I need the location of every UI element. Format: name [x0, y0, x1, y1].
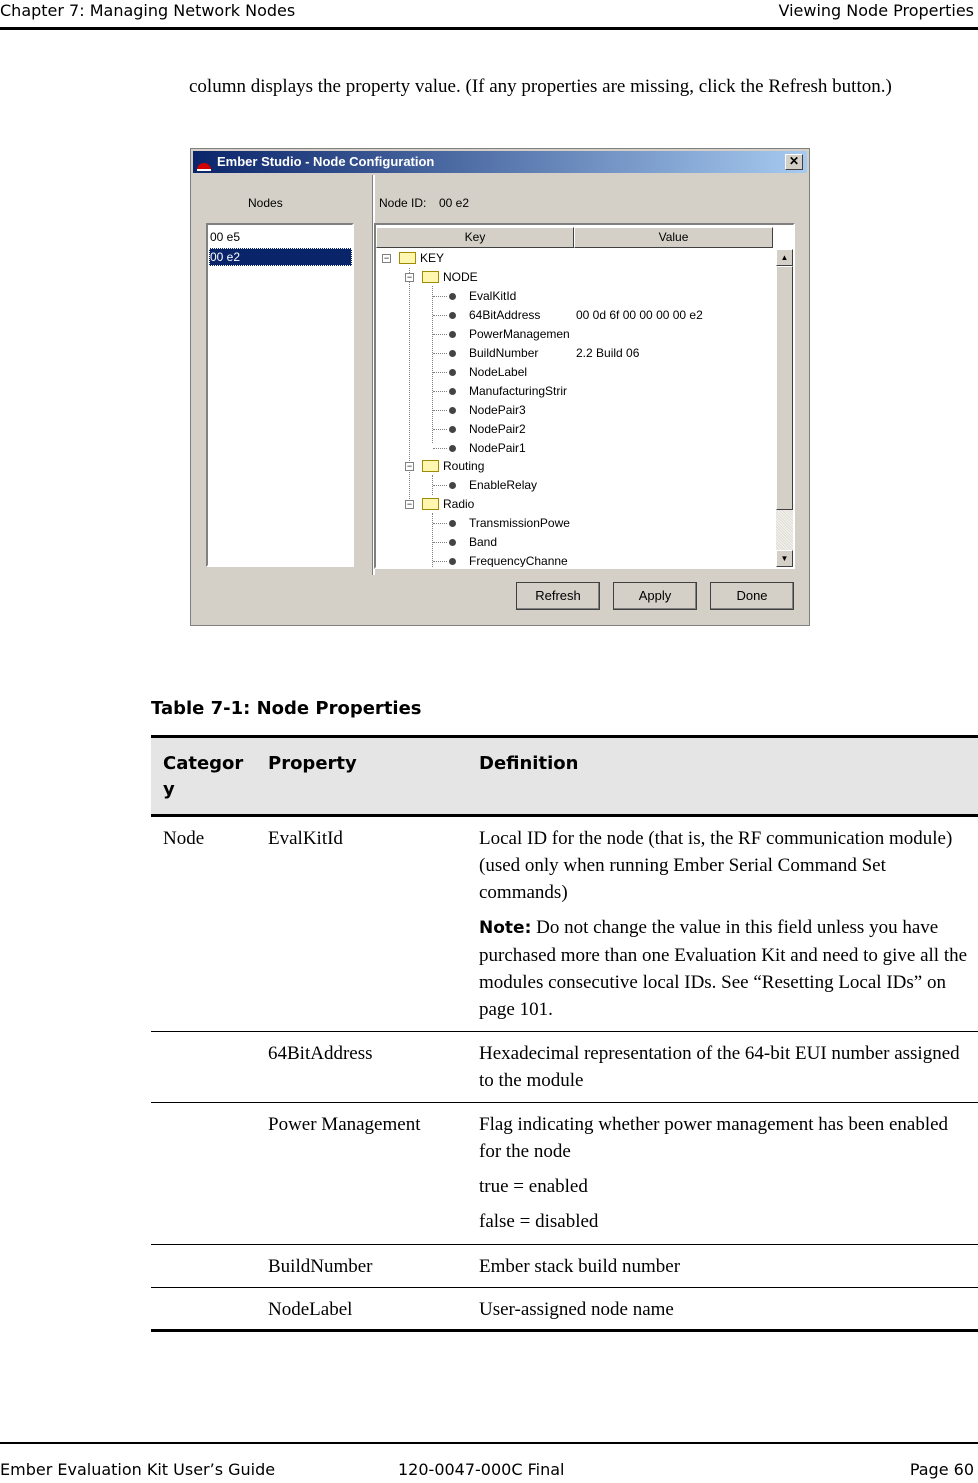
done-button[interactable]: Done	[710, 582, 794, 610]
tree-key: NodePair3	[469, 403, 526, 417]
tree-label: Routing	[443, 459, 485, 473]
tree-leaf[interactable]	[376, 439, 776, 458]
dialog-titlebar[interactable]	[193, 151, 807, 173]
cell-definition	[479, 825, 969, 1031]
note-paragraph	[479, 914, 969, 1023]
cell-definition: User-assigned node name	[479, 1299, 674, 1320]
tree-leaf[interactable]	[376, 325, 776, 344]
folder-icon	[399, 252, 416, 264]
definition-text: Local ID for the node (that is, the RF communication module) (used only when running Ember Serial Command Set commands)	[479, 828, 953, 903]
tree-label: KEY	[420, 251, 445, 265]
ember-app-icon	[196, 155, 212, 171]
definition-text: false = disabled	[479, 1211, 599, 1232]
tree-label: NODE	[443, 270, 478, 284]
column-header-value[interactable]: Value	[574, 227, 773, 248]
arrow-up-icon: ▲	[780, 253, 789, 262]
cell-definition: Hexadecimal representation of the 64-bit EUI number assigned to the module	[479, 1043, 960, 1091]
definition-text: true = enabled	[479, 1176, 588, 1197]
node-id-value: 00 e2	[439, 196, 470, 210]
node-id-label: Node ID:	[379, 196, 427, 210]
dialog-title: Ember Studio - Node Configuration	[217, 154, 435, 169]
close-icon: ✕	[788, 154, 800, 168]
collapse-icon[interactable]: −	[406, 461, 413, 471]
cell-definition: Ember stack build number	[479, 1256, 681, 1277]
header-text: Categor	[163, 753, 244, 774]
tree-key: Band	[469, 535, 498, 549]
folder-icon	[422, 460, 439, 472]
tree-key: NodePair2	[469, 422, 526, 436]
tree-leaf[interactable]	[376, 287, 776, 306]
arrow-down-icon: ▼	[780, 554, 789, 563]
tree-key: TransmissionPowe	[469, 516, 570, 530]
table-row	[151, 817, 978, 1032]
column-header-property: Property	[268, 753, 357, 774]
tree-key: FrequencyChanne	[469, 554, 568, 568]
table-row	[151, 1032, 978, 1103]
node-list-item-selected[interactable]: 00 e2	[209, 248, 352, 266]
tree-value: 2.2 Build 06	[576, 346, 640, 360]
folder-icon	[422, 271, 439, 283]
tree-leaf[interactable]	[376, 552, 776, 569]
tree-leaf[interactable]	[376, 382, 776, 401]
nodes-list[interactable]	[206, 223, 354, 567]
tree-value: 00 0d 6f 00 00 00 00 e2	[576, 308, 703, 322]
tree-key: EvalKitId	[469, 289, 517, 303]
close-button[interactable]	[785, 154, 803, 170]
cell-property: Power Management	[268, 1114, 421, 1135]
running-header-chapter: Chapter 7: Managing Network Nodes	[0, 1, 296, 20]
vertical-scrollbar[interactable]	[776, 249, 793, 567]
table-row	[151, 1288, 978, 1332]
collapse-icon[interactable]: −	[406, 272, 413, 282]
cell-property: NodeLabel	[268, 1299, 353, 1320]
column-header-definition: Definition	[479, 753, 579, 774]
tree-key: 64BitAddress	[469, 308, 541, 322]
nodes-label: Nodes	[248, 196, 283, 210]
node-configuration-dialog	[190, 148, 810, 626]
tree-key: EnableRelay	[469, 478, 538, 492]
property-tree[interactable]	[374, 223, 795, 569]
definition-text: Flag indicating whether power management has been enabled for the node	[479, 1114, 949, 1162]
column-header-category	[163, 751, 243, 803]
note-text: Do not change the value in this field unless you have purchased more than one Evaluation Kit and need to give all the modules consecutive local IDs. See “Resetting Local IDs” on page 101.	[479, 917, 968, 1020]
footer-doc-title: Ember Evaluation Kit User’s Guide	[0, 1460, 276, 1479]
note-label: Note:	[479, 918, 532, 938]
tree-leaf[interactable]	[376, 306, 776, 325]
tree-key: BuildNumber	[469, 346, 539, 360]
footer-page-number: Page 60	[909, 1460, 974, 1479]
collapse-icon[interactable]: −	[406, 499, 413, 509]
cell-property: 64BitAddress	[268, 1043, 373, 1064]
tree-key: NodePair1	[469, 441, 526, 455]
table-caption: Table 7-1: Node Properties	[151, 698, 422, 719]
tree-leaf[interactable]	[376, 420, 776, 439]
tree-key: PowerManagemen	[469, 327, 570, 341]
table-row	[151, 1245, 978, 1288]
scroll-up-button[interactable]	[776, 249, 793, 266]
tree-leaf[interactable]	[376, 344, 776, 363]
table-row	[151, 1103, 978, 1245]
intro-paragraph: column displays the property value. (If any properties are missing, click the Refresh button.)	[189, 76, 892, 97]
tree-leaf[interactable]	[376, 514, 776, 533]
scroll-down-button[interactable]	[776, 550, 793, 567]
header-text: y	[163, 779, 175, 800]
scroll-thumb[interactable]	[776, 266, 793, 510]
node-list-item[interactable]: 00 e5	[210, 230, 241, 244]
folder-icon	[422, 498, 439, 510]
footer-doc-number: 120-0047-000C Final	[398, 1460, 565, 1479]
tree-key: ManufacturingStrir	[469, 384, 568, 398]
cell-property: BuildNumber	[268, 1256, 373, 1277]
column-header-key[interactable]: Key	[376, 227, 574, 248]
tree-leaf[interactable]	[376, 401, 776, 420]
apply-button[interactable]: Apply	[613, 582, 697, 610]
header-rule	[0, 27, 978, 30]
running-header-section: Viewing Node Properties	[778, 1, 974, 20]
tree-leaf[interactable]	[376, 533, 776, 552]
tree-label: Radio	[443, 497, 475, 511]
footer-rule	[0, 1442, 978, 1444]
tree-leaf[interactable]	[376, 476, 776, 495]
tree-leaf[interactable]	[376, 363, 776, 382]
cell-property: EvalKitId	[268, 828, 343, 849]
collapse-icon[interactable]: −	[383, 253, 390, 263]
refresh-button[interactable]: Refresh	[516, 582, 600, 610]
table-header-row	[151, 735, 978, 817]
cell-definition	[479, 1111, 969, 1243]
tree-key: NodeLabel	[469, 365, 528, 379]
cell-category: Node	[163, 828, 205, 849]
